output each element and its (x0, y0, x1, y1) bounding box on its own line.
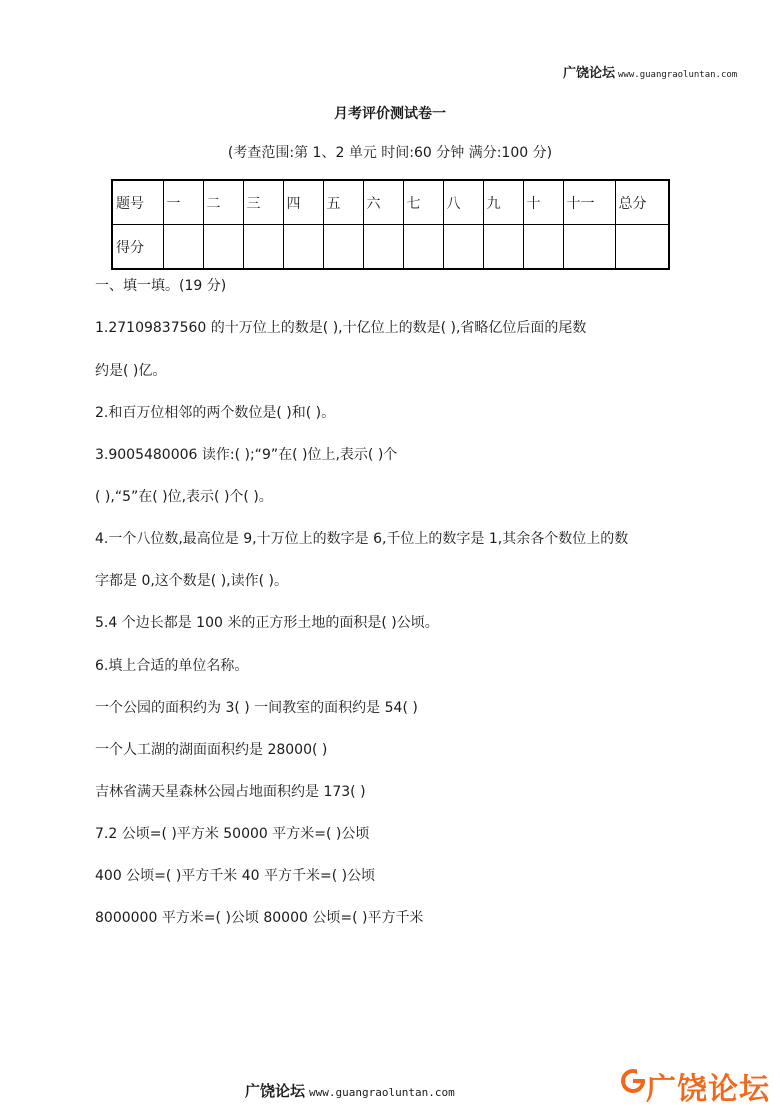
question-line: 400 公顷=( )平方千米 40 平方千米=( )公顷 (95, 868, 376, 884)
question-line: 2.和百万位相邻的两个数位是( )和( )。 (95, 405, 336, 421)
table-cell: 六 (363, 180, 403, 225)
table-cell: 十 (523, 180, 563, 225)
question-line: 7.2 公顷=( )平方米 50000 平方米=( )公顷 (95, 826, 370, 842)
table-cell: 九 (483, 180, 523, 225)
score-input-cell[interactable] (203, 225, 243, 270)
question-line: ( ),“5”在( )位,表示( )个( )。 (95, 489, 273, 505)
header-url[interactable]: www.guangraoluntan.com (618, 70, 738, 80)
score-input-cell[interactable] (483, 225, 523, 270)
score-input-cell[interactable] (283, 225, 323, 270)
question-line: 1.27109837560 的十万位上的数是( ),十亿位上的数是( ),省略亿位后面的尾数 (95, 320, 587, 336)
table-cell: 总分 (615, 180, 669, 225)
footer-brand (245, 1080, 455, 1101)
page-title: 月考评价测试卷一 (334, 106, 446, 122)
score-input-cell[interactable] (563, 225, 615, 270)
score-input-cell[interactable] (243, 225, 283, 270)
table-cell: 四 (283, 180, 323, 225)
table-cell: 八 (443, 180, 483, 225)
question-line: 吉林省满天星森林公园占地面积约是 173( ) (95, 784, 366, 800)
question-line: 5.4 个边长都是 100 米的正方形土地的面积是( )公顷。 (95, 615, 439, 631)
score-input-cell[interactable] (363, 225, 403, 270)
score-input-cell[interactable] (443, 225, 483, 270)
score-input-cell[interactable] (323, 225, 363, 270)
page-subtitle: (考查范围:第 1、2 单元 时间:60 分钟 满分:100 分) (227, 145, 553, 161)
question-line: 3.9005480006 读作:( );“9”在( )位上,表示( )个 (95, 447, 398, 463)
score-input-cell[interactable] (615, 225, 669, 270)
table-cell: 五 (323, 180, 363, 225)
score-table-header-row (112, 180, 669, 225)
question-line: 4.一个八位数,最高位是 9,十万位上的数字是 6,千位上的数字是 1,其余各个数位上的数 (95, 531, 629, 547)
score-input-cell[interactable] (163, 225, 203, 270)
question-line: 6.填上合适的单位名称。 (95, 658, 249, 674)
site-logo-text: 广饶论坛 (646, 1072, 770, 1107)
score-table (111, 179, 670, 270)
question-line: 一个人工湖的湖面面积约是 28000( ) (95, 742, 328, 758)
question-line: 8000000 平方米=( )公顷 80000 公顷=( )平方千米 (95, 910, 424, 926)
question-line: 一个公园的面积约为 3( ) 一间教室的面积约是 54( ) (95, 700, 418, 716)
score-input-cell[interactable] (523, 225, 563, 270)
site-logo-icon (620, 1068, 646, 1094)
table-cell: 三 (243, 180, 283, 225)
table-cell: 十一 (563, 180, 615, 225)
footer-url[interactable]: www.guangraoluntan.com (309, 1086, 455, 1099)
score-input-cell[interactable] (403, 225, 443, 270)
table-cell: 题号 (112, 180, 163, 225)
footer-brand-name: 广饶论坛 (245, 1082, 306, 1100)
table-cell: 二 (203, 180, 243, 225)
table-cell: 得分 (112, 225, 163, 270)
section-heading: 一、填一填。(19 分) (95, 278, 227, 294)
table-cell: 一 (163, 180, 203, 225)
header-brand-name: 广饶论坛 (563, 66, 616, 81)
score-table-score-row (112, 225, 669, 270)
table-cell: 七 (403, 180, 443, 225)
question-line: 字都是 0,这个数是( ),读作( )。 (95, 573, 289, 589)
question-line: 约是( )亿。 (95, 363, 167, 379)
header-brand (563, 62, 737, 81)
